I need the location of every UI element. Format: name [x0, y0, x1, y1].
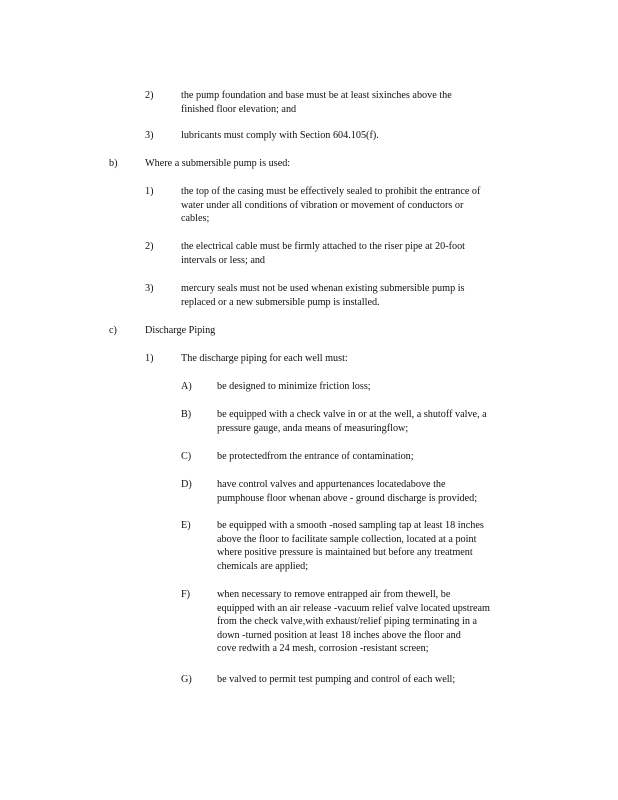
list-marker: b) — [109, 158, 118, 169]
text-line: when necessary to remove entrapped air from thewell, be — [217, 589, 451, 600]
list-marker: c) — [109, 325, 117, 336]
text-line: above the floor to facilitate sample collection, located at a point — [217, 533, 477, 545]
list-marker: 1) — [145, 353, 154, 364]
text-line: pressure gauge, anda means of measuringflow; — [217, 422, 409, 434]
text-line: where positive pressure is maintained but before any treatment — [217, 547, 473, 559]
list-marker: 3) — [145, 130, 154, 141]
list-marker: B) — [181, 409, 192, 420]
text-line: be equipped with a smooth -nosed sampling tap at least 18 inches — [217, 520, 484, 531]
text-line: have control valves and appurtenances locatedabove the — [217, 479, 446, 490]
text-line: from the check valve,with exhaust/relief piping terminating in a — [217, 616, 477, 628]
text-line: cove redwith a 24 mesh, corrosion -resistant screen; — [217, 643, 429, 655]
list-marker: C) — [181, 451, 192, 462]
text-line: the pump foundation and base must be at least sixinches above the — [181, 90, 452, 101]
text-line: Discharge Piping — [145, 325, 216, 336]
list-marker: 1) — [145, 186, 154, 197]
text-line: equipped with an air release -vacuum relief valve located upstream — [217, 602, 490, 614]
list-marker: A) — [181, 381, 192, 392]
text-line: the electrical cable must be firmly attached to the riser pipe at 20-foot — [181, 241, 466, 252]
text-line: cables; — [181, 213, 210, 225]
text-line: Where a submersible pump is used: — [145, 158, 291, 169]
text-line: be equipped with a check valve in or at the well, a shutoff valve, a — [217, 409, 487, 420]
text-line: replaced or a new submersible pump is installed. — [181, 296, 380, 308]
text-line: be designed to minimize friction loss; — [217, 381, 371, 392]
list-marker: 2) — [145, 241, 154, 252]
text-line: lubricants must comply with Section 604.105(f). — [181, 130, 379, 141]
list-marker: 2) — [145, 90, 154, 101]
text-line: mercury seals must not be used whenan existing submersible pump is — [181, 283, 465, 294]
list-marker: G) — [181, 674, 192, 685]
text-line: down -turned position at least 18 inches above the floor and — [217, 629, 461, 641]
list-marker: 3) — [145, 283, 154, 294]
text-line: intervals or less; and — [181, 254, 266, 266]
text-line: water under all conditions of vibration or movement of conductors or — [181, 199, 464, 211]
list-marker: D) — [181, 479, 192, 490]
text-line: be valved to permit test pumping and control of each well; — [217, 674, 456, 685]
list-marker: E) — [181, 520, 191, 531]
text-line: the top of the casing must be effectively sealed to prohibit the entrance of — [181, 186, 481, 197]
text-line: pumphouse floor whenan above - ground discharge is provided; — [217, 492, 478, 504]
text-line: finished floor elevation; and — [181, 103, 297, 115]
text-line: be protectedfrom the entrance of contamination; — [217, 451, 414, 462]
text-line: chemicals are applied; — [217, 560, 309, 572]
text-line: The discharge piping for each well must: — [181, 353, 348, 364]
list-marker: F) — [181, 589, 191, 600]
